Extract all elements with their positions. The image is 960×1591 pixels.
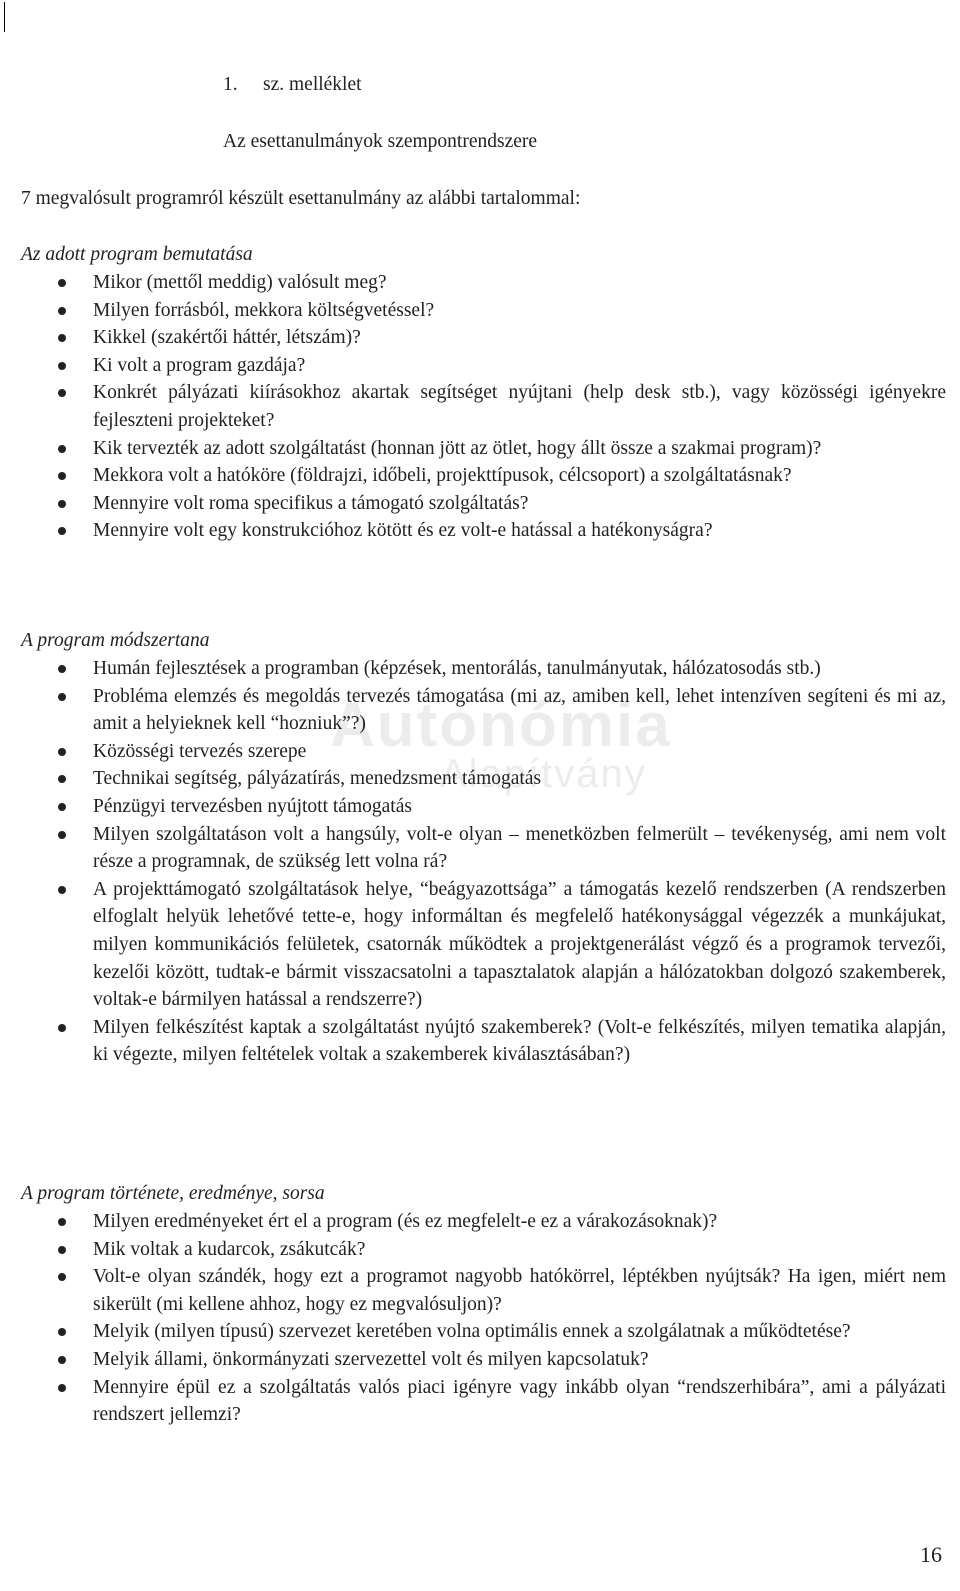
bullet-icon: [58, 362, 66, 370]
bullet-icon: [58, 775, 66, 783]
section-program-methodology: [21, 627, 946, 1069]
bullet-icon: [58, 445, 66, 453]
list-item: Milyen forrásból, mekkora költségvetéssel?: [21, 297, 946, 325]
annex-label: sz. melléklet: [263, 74, 362, 95]
bullet-icon: [58, 334, 66, 342]
bullet-icon: [58, 472, 66, 480]
bullet-icon: [58, 665, 66, 673]
bullet-icon: [58, 1273, 66, 1281]
bullet-icon: [58, 1024, 66, 1032]
watermark-title: Autonómia: [330, 691, 672, 760]
bullet-list: [21, 269, 946, 545]
bullet-icon: [58, 307, 66, 315]
list-item: Konkrét pályázati kiírásokhoz akartak segítséget nyújtani (help desk stb.), vagy közösségi igényekre fejleszteni projekteket?: [21, 379, 946, 434]
bullet-icon: [58, 279, 66, 287]
list-item: A projekttámogató szolgáltatások helye, “beágyazottsága” a támogatás kezelő rendszerben (A rendszerben elfoglalt helyük lehetővé tette-e, hogy informáltan és megfelelő hatékonysággal végezzék a munkájukat, milyen kommunikációs felületek, csatornák működtek a projektgenerálást végző és a programok tervezői, kezelői között, tudtak-e bármit visszacsatolni a tapasztalatok alapján a hálózatokban dolgozó szakemberek, voltak-e bármilyen hatással a rendszerre?): [21, 876, 946, 1014]
list-item: Humán fejlesztések a programban (képzések, mentorálás, tanulmányutak, hálózatosodás stb.): [21, 655, 946, 683]
bullet-list: [21, 655, 946, 1069]
list-item: Kikkel (szakértői háttér, létszám)?: [21, 324, 946, 352]
list-item: Mennyire volt egy konstrukcióhoz kötött és ez volt-e hatással a hatékonyságra?: [21, 517, 946, 545]
list-item: Mikor (mettől meddig) valósult meg?: [21, 269, 946, 297]
bullet-icon: [58, 693, 66, 701]
list-item: Milyen szolgáltatáson volt a hangsúly, volt-e olyan – menetközben felmerült – tevékenység, ami nem volt része a programnak, de szükség lett volna rá?: [21, 821, 946, 876]
section-program-history: [21, 1180, 946, 1429]
list-item: Mennyire volt roma specifikus a támogató szolgáltatás?: [21, 490, 946, 518]
annex-heading: [223, 74, 362, 96]
bullet-icon: [58, 527, 66, 535]
intro-paragraph: 7 megvalósult programról készült esettanulmány az alábbi tartalommal:: [21, 188, 581, 209]
list-item: Mik voltak a kudarcok, zsákutcák?: [21, 1236, 946, 1264]
section-title: A program módszertana: [21, 630, 210, 651]
section-program-presentation: [21, 241, 946, 545]
section-title: Az adott program bemutatása: [21, 244, 253, 265]
watermark-subtitle: Alapítvány: [440, 752, 647, 796]
list-item: Milyen eredményeket ért el a program (és ez megfelelt-e ez a várakozásoknak)?: [21, 1208, 946, 1236]
list-item: Milyen felkészítést kaptak a szolgáltatást nyújtó szakemberek? (Volt-e felkészítés, milyen tematika alapján, ki végezte, milyen feltételek voltak a szakemberek kiválasztásában?): [21, 1014, 946, 1069]
list-item: Technikai segítség, pályázatírás, menedzsment támogatás: [21, 765, 946, 793]
page-number: 16: [920, 1542, 942, 1567]
list-item: Pénzügyi tervezésben nyújtott támogatás: [21, 793, 946, 821]
bullet-icon: [58, 803, 66, 811]
list-item: Melyik (milyen típusú) szervezet keretében volna optimális ennek a szolgálatnak a működtetése?: [21, 1318, 946, 1346]
list-item: Volt-e olyan szándék, hogy ezt a programot nagyobb hatókörrel, léptékben nyújtsák? Ha igen, miért nem sikerült (mi kellene ahhoz, hogy ez megvalósuljon)?: [21, 1263, 946, 1318]
bullet-icon: [58, 748, 66, 756]
document-subtitle: Az esettanulmányok szempontrendszere: [223, 131, 538, 152]
bullet-icon: [58, 389, 66, 397]
bullet-icon: [58, 1384, 66, 1392]
bullet-icon: [58, 500, 66, 508]
bullet-icon: [58, 1328, 66, 1336]
annex-number: 1.: [223, 74, 238, 95]
bullet-icon: [58, 1246, 66, 1254]
bullet-icon: [58, 831, 66, 839]
bullet-list: [21, 1208, 946, 1429]
bullet-icon: [58, 886, 66, 894]
bullet-icon: [58, 1218, 66, 1226]
list-item: Kik tervezték az adott szolgáltatást (honnan jött az ötlet, hogy állt össze a szakmai program)?: [21, 435, 946, 463]
text-cursor: [4, 2, 5, 32]
list-item: Ki volt a program gazdája?: [21, 352, 946, 380]
list-item: Mekkora volt a hatóköre (földrajzi, időbeli, projekttípusok, célcsoport) a szolgáltatásnak?: [21, 462, 946, 490]
section-title: A program története, eredménye, sorsa: [21, 1183, 325, 1204]
bullet-icon: [58, 1356, 66, 1364]
list-item: Közösségi tervezés szerepe: [21, 738, 946, 766]
list-item: Probléma elemzés és megoldás tervezés támogatása (mi az, amiben kell, lehet intenzíven segíteni és mi az, amit a helyieknek kell “hozniuk”?): [21, 683, 946, 738]
list-item: Melyik állami, önkormányzati szervezettel volt és milyen kapcsolatuk?: [21, 1346, 946, 1374]
list-item: Mennyire épül ez a szolgáltatás valós piaci igényre vagy inkább olyan “rendszerhibára”, ami a pályázati rendszert jellemzi?: [21, 1374, 946, 1429]
